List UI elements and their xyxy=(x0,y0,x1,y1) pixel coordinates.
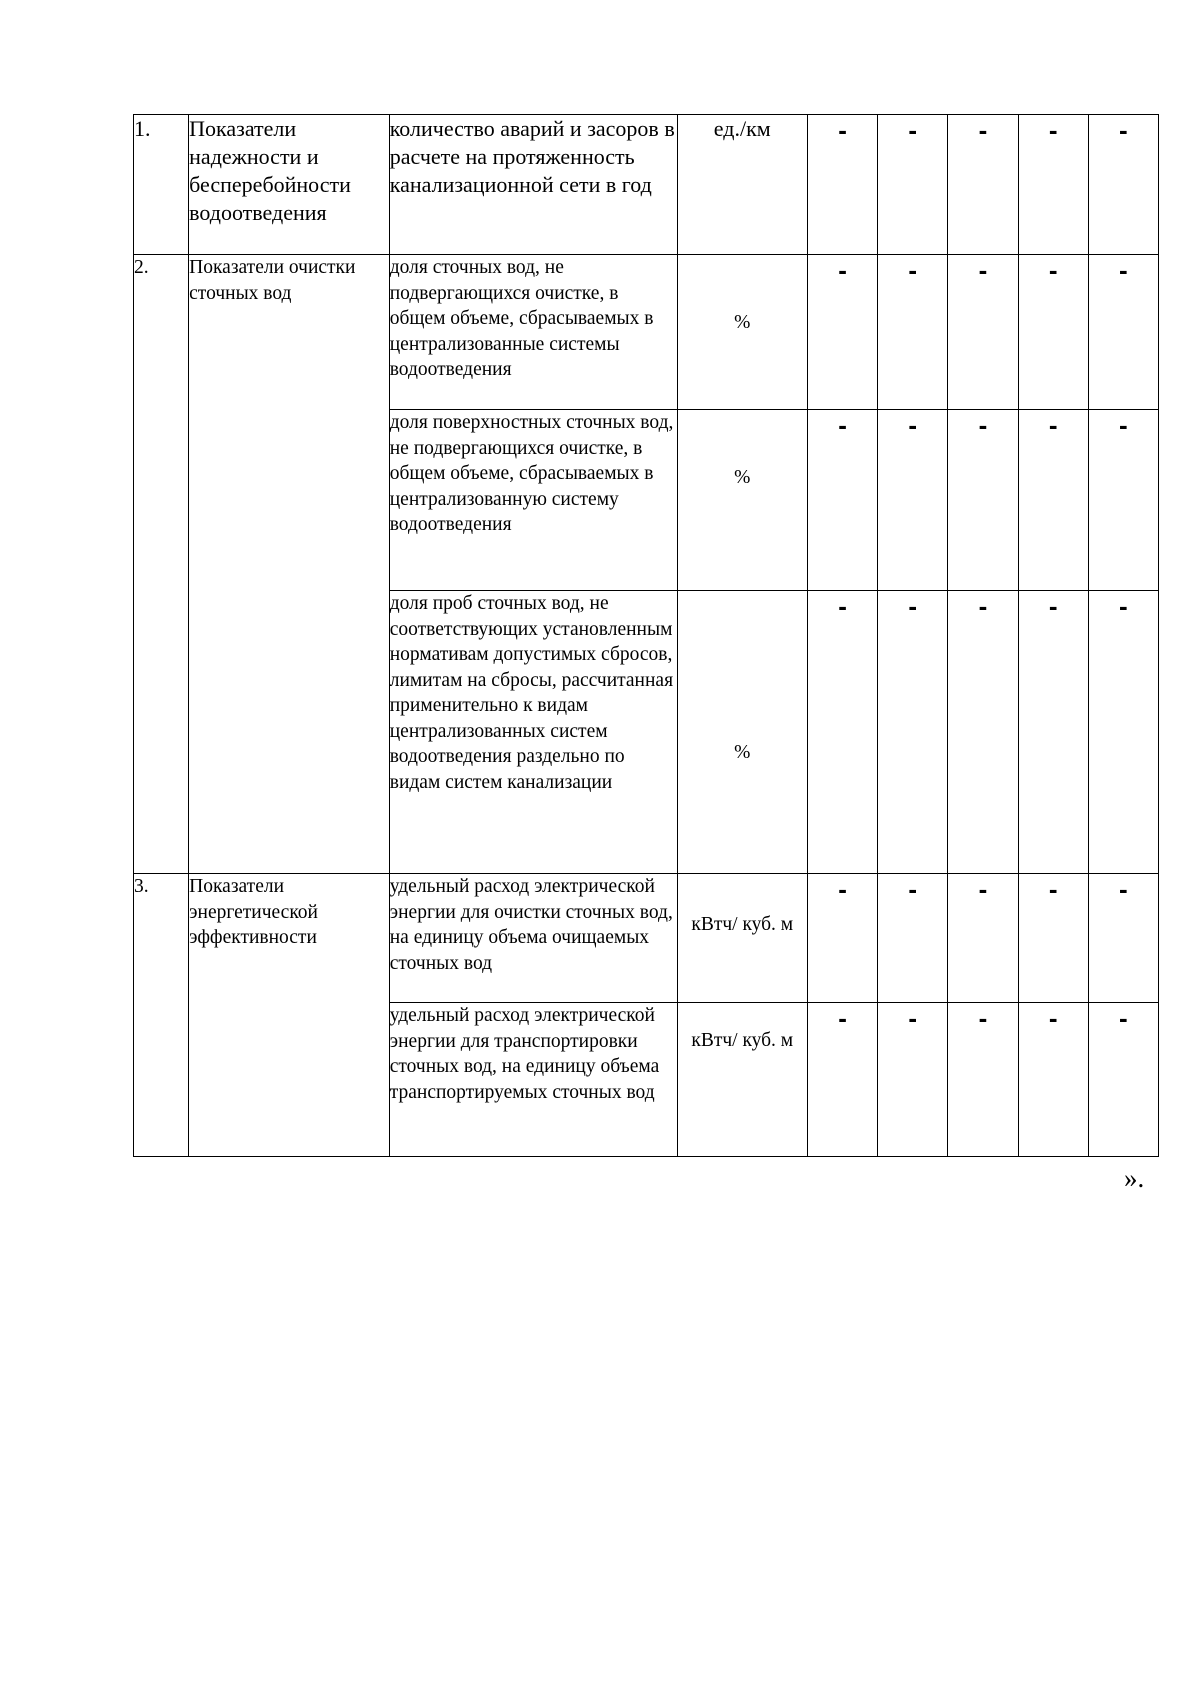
row-number: 2. xyxy=(134,255,189,874)
indicator-group: Показатели очистки сточных вод xyxy=(189,255,390,874)
unit-cell: кВтч/ куб. м xyxy=(677,1003,807,1157)
value-cell: - xyxy=(807,255,877,410)
value-cell: - xyxy=(878,591,948,874)
value-cell: - xyxy=(807,874,877,1003)
value-cell: - xyxy=(1088,1003,1158,1157)
value-cell: - xyxy=(878,255,948,410)
closing-quote: ». xyxy=(1124,1163,1145,1193)
value-cell: - xyxy=(1018,255,1088,410)
table-row xyxy=(134,115,1159,255)
value-cell: - xyxy=(1018,591,1088,874)
value-cell: - xyxy=(1088,410,1158,591)
value-cell: - xyxy=(948,591,1018,874)
unit-cell: % xyxy=(677,591,807,874)
value-cell: - xyxy=(948,874,1018,1003)
value-cell: - xyxy=(1018,115,1088,255)
unit-cell: % xyxy=(677,255,807,410)
indicator-group: Показатели надежности и бесперебойности водоотведения xyxy=(189,115,390,255)
row-number: 1. xyxy=(134,115,189,255)
value-cell: - xyxy=(878,874,948,1003)
value-cell: - xyxy=(1088,115,1158,255)
value-cell: - xyxy=(807,410,877,591)
unit-cell: ед./км xyxy=(677,115,807,255)
table-row xyxy=(134,874,1159,1003)
value-cell: - xyxy=(1018,410,1088,591)
value-cell: - xyxy=(948,410,1018,591)
value-cell: - xyxy=(1088,874,1158,1003)
indicators-table xyxy=(133,114,1159,1157)
value-cell: - xyxy=(878,115,948,255)
table-row xyxy=(134,255,1159,410)
unit-cell: кВтч/ куб. м xyxy=(677,874,807,1003)
value-cell: - xyxy=(1018,874,1088,1003)
indicator-description: доля поверхностных сточных вод, не подвергающихся очистке, в общем объеме, сбрасываемых в централизованную систему водоотведения xyxy=(389,410,677,591)
value-cell: - xyxy=(807,1003,877,1157)
row-number: 3. xyxy=(134,874,189,1157)
indicator-group: Показатели энергетической эффективности xyxy=(189,874,390,1157)
value-cell: - xyxy=(878,1003,948,1157)
value-cell: - xyxy=(1018,1003,1088,1157)
value-cell: - xyxy=(1088,255,1158,410)
value-cell: - xyxy=(948,255,1018,410)
indicator-description: доля проб сточных вод, не соответствующих установленным нормативам допустимых сбросов, лимитам на сбросы, рассчитанная применительно к видам централизованных систем водоотведения раздельно по видам систем канализации xyxy=(389,591,677,874)
value-cell: - xyxy=(807,115,877,255)
value-cell: - xyxy=(948,115,1018,255)
value-cell: - xyxy=(807,591,877,874)
unit-cell: % xyxy=(677,410,807,591)
indicator-description: количество аварий и засоров в расчете на протяженность канализационной сети в год xyxy=(389,115,677,255)
value-cell: - xyxy=(1088,591,1158,874)
value-cell: - xyxy=(878,410,948,591)
indicator-description: доля сточных вод, не подвергающихся очистке, в общем объеме, сбрасываемых в централизованные системы водоотведения xyxy=(389,255,677,410)
value-cell: - xyxy=(948,1003,1018,1157)
indicator-description: удельный расход электрической энергии для транспортировки сточных вод, на единицу объема транспортируемых сточных вод xyxy=(389,1003,677,1157)
indicator-description: удельный расход электрической энергии для очистки сточных вод, на единицу объема очищаемых сточных вод xyxy=(389,874,677,1003)
